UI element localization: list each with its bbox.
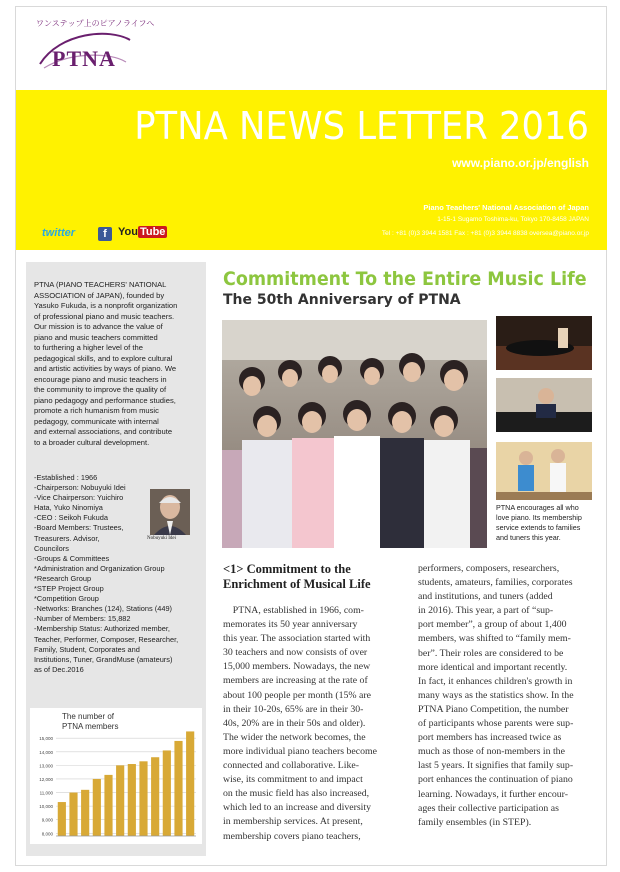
chart-tick-label: 10,000 [39, 804, 53, 810]
logo-tagline: ワンステップ上のピアノライフへ [36, 19, 155, 28]
fact-line: Treasurers. Advisor, [34, 533, 100, 543]
body-line: last 5 years. It signifies that family sup- [418, 760, 574, 772]
chart-bar [139, 761, 147, 836]
intro-line: Our mission is to advance the value of [34, 322, 163, 331]
twitter-icon[interactable]: twitter [42, 227, 75, 239]
chart-bar [174, 741, 182, 836]
body-line: of participants whose parents were sup- [418, 718, 574, 730]
intro-line: and artistic activities by ways of piano. We [34, 364, 177, 373]
intro-line: to a broader cultural development. [34, 437, 150, 447]
body-line: and institutions, and tuners (added [418, 591, 553, 603]
intro-line: to furthering a higher level of the [34, 343, 143, 352]
fact-line: *Research Group [34, 573, 92, 583]
intro-line: piano pedagogy and performance studies, [34, 395, 176, 405]
intro-line: and external associations, and contribute [34, 427, 173, 436]
article-column-2 [418, 562, 604, 830]
intro-line: piano and music teachers committed [34, 332, 158, 342]
body-line: 40s, 20% are in their 50s and older). [223, 717, 366, 729]
newsletter-title: PTNA NEWS LETTER 2016 [134, 104, 589, 148]
body-line: learning. Nowadays, it further encour- [418, 788, 568, 800]
organization-name: Piano Teachers' National Association of Japan [423, 203, 589, 212]
fact-line: Institutions, Tuner, GrandMuse (amateurs) [34, 654, 173, 664]
piano-concert-photo [496, 316, 592, 370]
intro-line: promote a rich humanism from music [34, 406, 159, 415]
intro-line: pedagogical skills, and to explore cultural [34, 353, 173, 363]
chart-bar [116, 765, 124, 836]
chairperson-portrait [150, 489, 190, 535]
piano-concert-photo-icon [496, 316, 592, 370]
article-title: Commitment To the Entire Music Life [223, 268, 587, 290]
article-subtitle: The 50th Anniversary of PTNA [223, 292, 461, 308]
body-line: students, amateurs, families, corporates [418, 577, 573, 589]
fact-line: -Vice Chairperson: Yuichiro [34, 493, 124, 503]
fact-line: *Administration and Organization Group [34, 563, 165, 573]
body-line: members, was shifted to “family mem- [418, 633, 571, 645]
body-line: in 2016). This year, a part of “sup- [418, 605, 554, 617]
fact-line: Teacher, Performer, Composer, Researcher, [34, 634, 179, 644]
header-banner [16, 90, 607, 250]
chart-bar [128, 764, 136, 836]
section-title: <1> Commitment to the Enrichment of Musical Life [223, 562, 371, 591]
body-line: ber”. Their roles are considered to be [418, 647, 564, 659]
body-line: on the music field has also increased, [223, 788, 370, 800]
chart-tick-label: 9,000 [41, 817, 53, 823]
intro-line: of professional piano and music teachers. [34, 311, 175, 321]
group-photo-icon [222, 320, 487, 548]
intro-line: PTNA (PIANO TEACHERS' NATIONAL [34, 280, 167, 289]
sidebar-intro [34, 280, 204, 448]
body-line: ages their collective participation as [418, 802, 559, 814]
chart-tick-label: 13,000 [39, 763, 53, 769]
group-photo [222, 320, 487, 548]
caption-line: PTNA encourages all who [496, 503, 579, 512]
fact-line: -Number of Members: 15,882 [34, 614, 131, 624]
thumbnail-caption [496, 503, 602, 543]
fact-line: *Competition Group [34, 594, 99, 604]
body-line: which led to an increase and diversity [223, 802, 371, 814]
chart-bar [69, 793, 77, 836]
body-line: port members has increased twice as [418, 732, 562, 744]
fact-line: -Established : 1966 [34, 473, 98, 482]
chart-tick-label: 15,000 [39, 736, 53, 742]
ptna-logo[interactable] [30, 18, 155, 78]
fact-line: -Membership Status: Authorized member, [34, 624, 170, 634]
chart-tick-label: 14,000 [39, 749, 53, 755]
sidebar [26, 262, 206, 856]
portrait-photo-icon [150, 489, 190, 535]
chart-tick-label: 11,000 [39, 790, 53, 796]
body-line: much as those of non-members in the [418, 746, 565, 758]
body-line: family ensembles (in STEP). [418, 816, 532, 828]
fact-line: Family, Student, Corporates and [34, 644, 140, 654]
body-line: more identical and important recently. [418, 661, 568, 673]
chart-tick-label: 8,000 [41, 831, 53, 837]
intro-line: the community to improve the quality of [34, 385, 167, 394]
family-photo-icon [496, 442, 592, 500]
chart-bar [186, 731, 194, 836]
body-line: port enhances the continuation of piano [418, 774, 573, 786]
fact-line: -Networks: Branches (124), Stations (449) [34, 604, 173, 614]
body-line: In fact, it enhances children's growth in [418, 675, 573, 687]
fact-line: *STEP Project Group [34, 584, 104, 594]
logo-wordmark: PTNA [52, 46, 116, 71]
body-line: PTNA, established in 1966, com- [223, 605, 364, 616]
body-line: in their 10-20s, 65% are in their 30- [223, 703, 364, 715]
body-line: performers, composers, researchers, [418, 563, 560, 574]
chart-bar [58, 802, 66, 836]
body-line: 15,000 members. Nowadays, the new [223, 661, 371, 673]
members-chart [30, 708, 202, 844]
chart-bar [151, 757, 159, 836]
pianist-photo [496, 378, 592, 432]
chart-tick-label: 12,000 [39, 776, 53, 782]
facebook-icon[interactable]: f [98, 227, 112, 241]
chart-title: The number of PTNA members [62, 712, 119, 731]
body-line: this year. The association started with [223, 633, 371, 645]
chart-bar [163, 750, 171, 836]
caption-line: service extends to families [496, 523, 581, 532]
family-photo [496, 442, 592, 500]
body-line: more individual piano teachers become [223, 745, 377, 757]
intro-line: Yasuko Fukuda, is a nonprofit organization [34, 301, 178, 310]
body-line: membership covers piano teachers, [223, 830, 361, 842]
body-line: wise, its commitment to and impact [223, 774, 363, 786]
body-line: The wider the network becomes, the [223, 731, 366, 743]
fact-line: -Chairperson: Nobuyuki Idei [34, 483, 126, 493]
caption-line: love piano. Its membership [496, 513, 582, 522]
intro-line: encourage piano and music teachers in [34, 374, 167, 384]
fact-line: -Board Members: Trustees, [34, 523, 124, 533]
body-line: in membership services. At present, [223, 816, 363, 828]
body-line: memorates its 50 year anniversary [223, 619, 358, 631]
body-line: 30 teachers and now consists of over [223, 647, 368, 659]
youtube-icon[interactable]: You Tube [118, 226, 166, 238]
body-line: members are increasing at the rate of [223, 675, 368, 687]
body-line: connected and collaborative. Like- [223, 760, 360, 772]
fact-line: -CEO : Seikoh Fukuda [34, 513, 108, 523]
body-line: port member”, a group of about 1,400 [418, 619, 567, 631]
website-link[interactable]: www.piano.or.jp/english [452, 156, 589, 170]
fact-line: Councilors [34, 543, 69, 553]
portrait-caption: Nobuyuki Idei [147, 536, 177, 541]
caption-line: and tuners this year. [496, 533, 561, 542]
chart-bar [93, 779, 101, 836]
chart-bar [104, 775, 112, 836]
chart-bar [81, 790, 89, 836]
body-line: many ways as the statistics show. In the [418, 689, 574, 701]
body-line: PTNA Piano Competition, the number [418, 703, 569, 715]
intro-line: ASSOCIATION of JAPAN), founded by [34, 290, 165, 300]
organization-contact: Tel : +81 (0)3 3944 1581 Fax : +81 (0)3 3944 8838 oversea@piano.or.jp [381, 230, 589, 237]
article-column-1 [223, 604, 409, 844]
fact-line: Hata, Yuko Ninomiya [34, 503, 103, 513]
intro-line: pedagogy, communicate with internal [34, 416, 159, 426]
pianist-photo-icon [496, 378, 592, 432]
body-line: about 100 people per month (15% are [223, 689, 371, 701]
organization-address: 1-15-1 Sugamo Toshima-ku, Tokyo 170-8458 JAPAN [437, 216, 589, 223]
fact-line: as of Dec.2016 [34, 664, 84, 674]
fact-line: -Groups & Committees [34, 553, 110, 563]
